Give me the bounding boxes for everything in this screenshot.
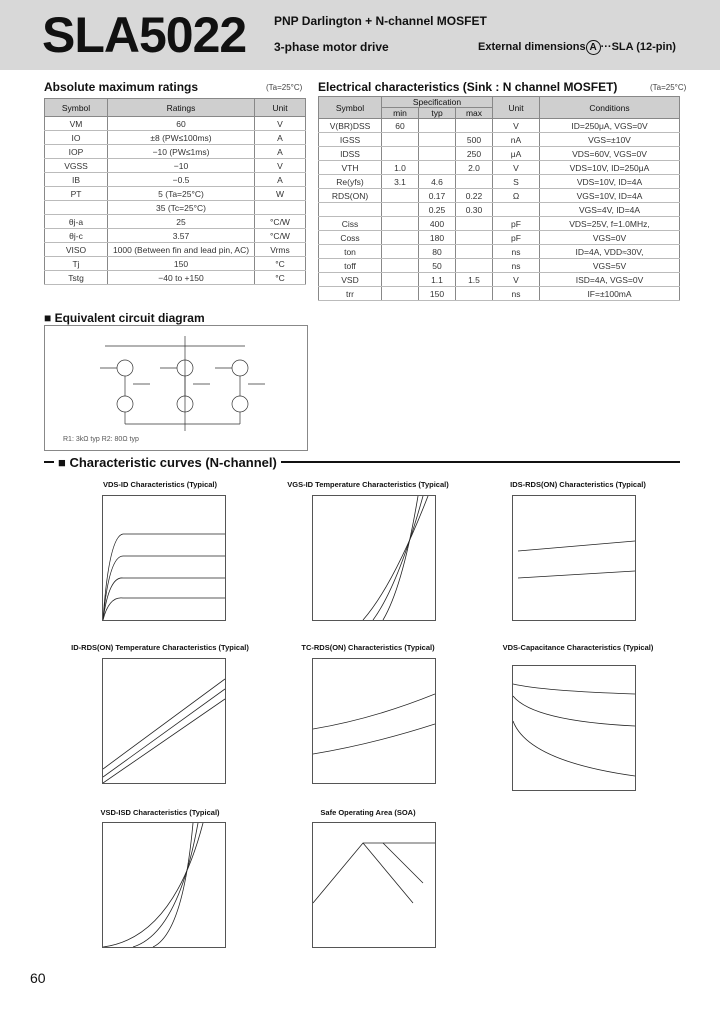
table-row [45, 215, 306, 229]
table-cell: pF [493, 231, 540, 245]
table-row [319, 259, 680, 273]
table-cell: ns [493, 245, 540, 259]
table-cell [456, 287, 493, 301]
table-row [319, 245, 680, 259]
elec-condition: (Ta=25°C) [650, 83, 687, 92]
table-row [319, 147, 680, 161]
table-cell: 80 [419, 245, 456, 259]
abs-max-table [44, 98, 306, 285]
external-dimensions: External dimensions A ···SLA (12-pin) [478, 41, 676, 53]
table-cell [456, 217, 493, 231]
table-cell [493, 203, 540, 217]
col-ratings: Ratings [108, 99, 255, 117]
table-cell: V(BR)DSS [319, 119, 382, 133]
graph-title-vds-id: VDS-ID Characteristics (Typical) [102, 480, 218, 489]
table-cell: VGS=4V, ID=4A [540, 203, 680, 217]
table-row [319, 175, 680, 189]
table-cell: toff [319, 259, 382, 273]
table-row [319, 217, 680, 231]
table-cell: IO [45, 131, 108, 145]
table-cell: IDSS [319, 147, 382, 161]
part-number: SLA5022 [42, 7, 247, 63]
table-cell: 0.17 [419, 189, 456, 203]
table-cell: °C/W [255, 229, 306, 243]
table-cell [419, 133, 456, 147]
table-cell: 35 (Tc=25°C) [108, 201, 255, 215]
col-conditions: Conditions [540, 97, 680, 119]
table-cell: ID=250μA, VGS=0V [540, 119, 680, 133]
equiv-circuit-title: ■ Equivalent circuit diagram [44, 311, 205, 325]
table-row [45, 257, 306, 271]
table-cell: μA [493, 147, 540, 161]
table-cell: VGS=±10V [540, 133, 680, 147]
table-cell: V [493, 273, 540, 287]
table-cell: Tj [45, 257, 108, 271]
table-row [45, 117, 306, 131]
graph-soa [312, 822, 436, 948]
table-cell: 150 [108, 257, 255, 271]
table-row [319, 189, 680, 203]
table-cell: VGS=5V [540, 259, 680, 273]
table-cell [456, 231, 493, 245]
elec-title: Electrical characteristics (Sink : N channel MOSFET) [318, 80, 618, 94]
table-cell: RDS(ON) [319, 189, 382, 203]
table-cell: θj-a [45, 215, 108, 229]
table-cell [382, 231, 419, 245]
table-cell [382, 147, 419, 161]
col-max: max [456, 108, 493, 119]
table-row [319, 161, 680, 175]
table-cell: Tstg [45, 271, 108, 285]
page-number: 60 [30, 970, 46, 986]
table-cell: nA [493, 133, 540, 147]
graph-ids-rds [512, 495, 636, 621]
table-cell: 60 [108, 117, 255, 131]
table-row [45, 271, 306, 285]
table-row [45, 229, 306, 243]
table-cell: S [493, 175, 540, 189]
table-cell [382, 133, 419, 147]
graph-title-vsd-isd: VSD-ISD Characteristics (Typical) [100, 808, 220, 817]
table-cell: Re(yfs) [319, 175, 382, 189]
table-cell: V [255, 159, 306, 173]
table-cell: 1.0 [382, 161, 419, 175]
table-cell: 1.5 [456, 273, 493, 287]
table-cell: 4.6 [419, 175, 456, 189]
table-cell [382, 273, 419, 287]
header-band [0, 0, 720, 70]
table-cell: θj-c [45, 229, 108, 243]
table-row [45, 131, 306, 145]
table-cell [45, 201, 108, 215]
table-row [319, 231, 680, 245]
table-cell: ISD=4A, VGS=0V [540, 273, 680, 287]
graph-title-soa: Safe Operating Area (SOA) [320, 808, 416, 817]
table-cell: A [255, 131, 306, 145]
table-cell [419, 161, 456, 175]
graph-tc-rds [312, 658, 436, 784]
table-cell: 25 [108, 215, 255, 229]
table-cell: 180 [419, 231, 456, 245]
table-cell: °C [255, 271, 306, 285]
table-cell [456, 245, 493, 259]
table-cell [255, 201, 306, 215]
table-cell [382, 189, 419, 203]
table-cell: 60 [382, 119, 419, 133]
table-cell: VM [45, 117, 108, 131]
table-cell: PT [45, 187, 108, 201]
table-cell: Coss [319, 231, 382, 245]
table-cell [456, 119, 493, 133]
table-cell: ID=4A, VDD≈30V, [540, 245, 680, 259]
table-cell [419, 147, 456, 161]
table-cell [382, 203, 419, 217]
table-cell: °C/W [255, 215, 306, 229]
table-row [319, 287, 680, 301]
table-cell: 50 [419, 259, 456, 273]
table-cell: IGSS [319, 133, 382, 147]
table-cell: VGS=10V, ID=4A [540, 189, 680, 203]
table-cell: −10 [108, 159, 255, 173]
table-cell: V [255, 117, 306, 131]
equiv-circuit-diagram [45, 326, 307, 450]
circled-a-icon: A [586, 40, 601, 55]
table-cell: A [255, 173, 306, 187]
table-cell [382, 217, 419, 231]
graph-vsd-isd [102, 822, 226, 948]
table-cell: ton [319, 245, 382, 259]
table-cell: trr [319, 287, 382, 301]
table-cell: 400 [419, 217, 456, 231]
table-cell: 500 [456, 133, 493, 147]
table-cell: 0.25 [419, 203, 456, 217]
col-typ: typ [419, 108, 456, 119]
subtitle-application: 3-phase motor drive [274, 40, 389, 54]
graph-title-vds-cap: VDS-Capacitance Characteristics (Typical) [502, 643, 654, 652]
col-symbol: Symbol [319, 97, 382, 119]
table-cell: −10 (PW≤1ms) [108, 145, 255, 159]
table-cell: VDS=25V, f=1.0MHz, [540, 217, 680, 231]
table-cell: −0.5 [108, 173, 255, 187]
table-cell: 250 [456, 147, 493, 161]
col-min: min [382, 108, 419, 119]
graph-title-vgs-id-temp: VGS-ID Temperature Characteristics (Typical) [287, 480, 449, 489]
graph-vgs-id-temp [312, 495, 436, 621]
table-cell: ±8 (PW≤100ms) [108, 131, 255, 145]
col-unit: Unit [493, 97, 540, 119]
col-specification: Specification [382, 97, 493, 108]
table-cell: 0.30 [456, 203, 493, 217]
table-cell [382, 245, 419, 259]
table-cell: 3.1 [382, 175, 419, 189]
abs-max-condition: (Ta=25°C) [266, 83, 303, 92]
table-cell: V [493, 119, 540, 133]
table-row [45, 173, 306, 187]
graph-title-tc-rds: TC-RDS(ON) Characteristics (Typical) [301, 643, 435, 652]
table-cell: VGS=0V [540, 231, 680, 245]
graph-id-rds-temp [102, 658, 226, 784]
equiv-circuit-box [44, 325, 308, 451]
table-cell: 150 [419, 287, 456, 301]
table-cell: ns [493, 287, 540, 301]
table-cell: −40 to +150 [108, 271, 255, 285]
graph-title-id-rds-temp: ID-RDS(ON) Temperature Characteristics (Typical) [71, 643, 249, 652]
table-row [45, 187, 306, 201]
table-cell: VTH [319, 161, 382, 175]
col-unit: Unit [255, 99, 306, 117]
table-row [45, 201, 306, 215]
table-cell: VISO [45, 243, 108, 257]
table-row [45, 145, 306, 159]
table-cell: Ciss [319, 217, 382, 231]
table-cell: W [255, 187, 306, 201]
table-cell [456, 175, 493, 189]
table-cell: IOP [45, 145, 108, 159]
table-cell: Ω [493, 189, 540, 203]
col-symbol: Symbol [45, 99, 108, 117]
table-cell [456, 259, 493, 273]
graph-title-ids-rds: IDS-RDS(ON) Characteristics (Typical) [510, 480, 646, 489]
equiv-circuit-note: R1: 3kΩ typ R2: 80Ω typ [63, 436, 139, 443]
table-cell: VGSS [45, 159, 108, 173]
subtitle-device-type: PNP Darlington + N-channel MOSFET [274, 14, 487, 28]
table-cell: VSD [319, 273, 382, 287]
abs-max-title: Absolute maximum ratings [44, 80, 199, 94]
graph-vds-id [102, 495, 226, 621]
table-cell: VDS=10V, ID=250μA [540, 161, 680, 175]
curves-title: ■ Characteristic curves (N-channel) [54, 455, 281, 470]
table-cell: pF [493, 217, 540, 231]
table-cell: 0.22 [456, 189, 493, 203]
table-row [319, 273, 680, 287]
table-cell [319, 203, 382, 217]
table-cell: 1000 (Between fin and lead pin, AC) [108, 243, 255, 257]
table-row [45, 243, 306, 257]
table-cell [382, 259, 419, 273]
table-cell: V [493, 161, 540, 175]
table-cell: °C [255, 257, 306, 271]
table-cell: Vrms [255, 243, 306, 257]
table-cell [419, 119, 456, 133]
table-cell: IB [45, 173, 108, 187]
table-row [319, 133, 680, 147]
table-row [319, 203, 680, 217]
graph-vds-cap [512, 665, 636, 791]
table-row [319, 119, 680, 133]
table-row [45, 159, 306, 173]
elec-table [318, 96, 680, 301]
table-cell [382, 287, 419, 301]
table-cell: 5 (Ta=25°C) [108, 187, 255, 201]
table-cell: A [255, 145, 306, 159]
table-cell: 3.57 [108, 229, 255, 243]
table-cell: VDS=10V, ID=4A [540, 175, 680, 189]
table-cell: 1.1 [419, 273, 456, 287]
table-cell: IF=±100mA [540, 287, 680, 301]
table-cell: ns [493, 259, 540, 273]
table-cell: VDS=60V, VGS=0V [540, 147, 680, 161]
table-cell: 2.0 [456, 161, 493, 175]
